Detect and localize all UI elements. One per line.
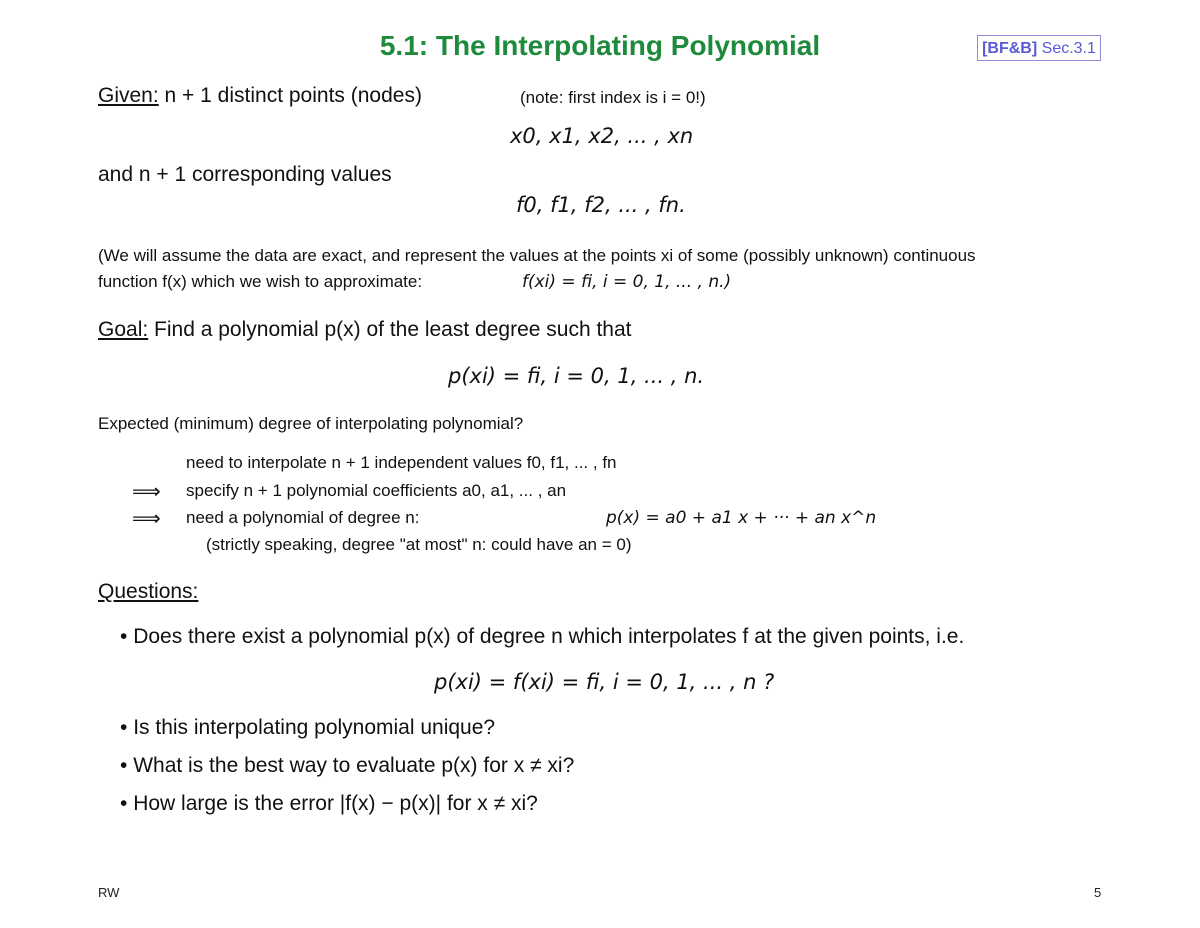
question-4 (120, 792, 538, 816)
question-1-equation: p(xi) = f(xi) = fi, i = 0, 1, ... , n ? (434, 670, 775, 694)
assumption-equation: f(xi) = fi, i = 0, 1, ... , n.) (522, 272, 732, 292)
given-text: n + 1 distinct points (nodes) (164, 84, 422, 107)
degree-question: Expected (minimum) degree of interpolating polynomial? (98, 414, 524, 433)
given-note: (note: first index is i = 0!) (520, 88, 706, 107)
assumption-line-1: (We will assume the data are exact, and represent the values at the points xi of some (possibly unknown) continuous (98, 246, 976, 265)
question-3 (120, 754, 574, 778)
degree-step-3: need a polynomial of degree n: (186, 508, 420, 527)
goal-line (98, 318, 631, 342)
question-1-text: Does there exist a polynomial p(x) of degree n which interpolates f at the given points, i.e. (133, 625, 965, 648)
reference-section: Sec.3.1 (1041, 40, 1096, 57)
degree-step-4: (strictly speaking, degree "at most" n: could have an = 0) (206, 535, 632, 554)
reference-box (977, 35, 1101, 61)
given-label: Given: (98, 84, 159, 107)
page-title: 5.1: The Interpolating Polynomial (379, 30, 821, 61)
bullet: • (120, 625, 128, 648)
reference-source: [BF&B] (982, 40, 1038, 57)
bullet: • (120, 754, 128, 777)
footer-author: RW (98, 885, 120, 900)
goal-text: Find a polynomial p(x) of the least degree such that (154, 318, 632, 341)
goal-label: Goal: (98, 318, 149, 341)
question-3-text: What is the best way to evaluate p(x) for x ≠ xi? (133, 754, 575, 777)
implies-arrow-1: ⟹ (132, 479, 161, 503)
goal-equation: p(xi) = fi, i = 0, 1, ... , n. (448, 364, 705, 388)
question-4-text: How large is the error |f(x) − p(x)| for x ≠ xi? (133, 792, 538, 815)
question-2 (120, 716, 495, 740)
nodes-list: x0, x1, x2, ... , xn (510, 124, 694, 148)
implies-arrow-2: ⟹ (132, 506, 161, 530)
values-intro: and n + 1 corresponding values (98, 163, 392, 186)
polynomial-equation: p(x) = a0 + a1 x + ··· + an x^n (606, 508, 877, 528)
assumption-line-2: function f(x) which we wish to approximate: (98, 272, 423, 291)
question-2-text: Is this interpolating polynomial unique? (133, 716, 496, 739)
given-line (98, 84, 422, 108)
degree-step-2: specify n + 1 polynomial coefficients a0, a1, ... , an (186, 481, 567, 500)
page-number: 5 (1094, 885, 1102, 900)
degree-step-1: need to interpolate n + 1 independent values f0, f1, ... , fn (186, 453, 617, 472)
questions-label: Questions: (98, 580, 199, 603)
bullet: • (120, 792, 128, 815)
question-1 (120, 625, 964, 649)
bullet: • (120, 716, 128, 739)
values-list: f0, f1, f2, ... , fn. (516, 193, 686, 217)
